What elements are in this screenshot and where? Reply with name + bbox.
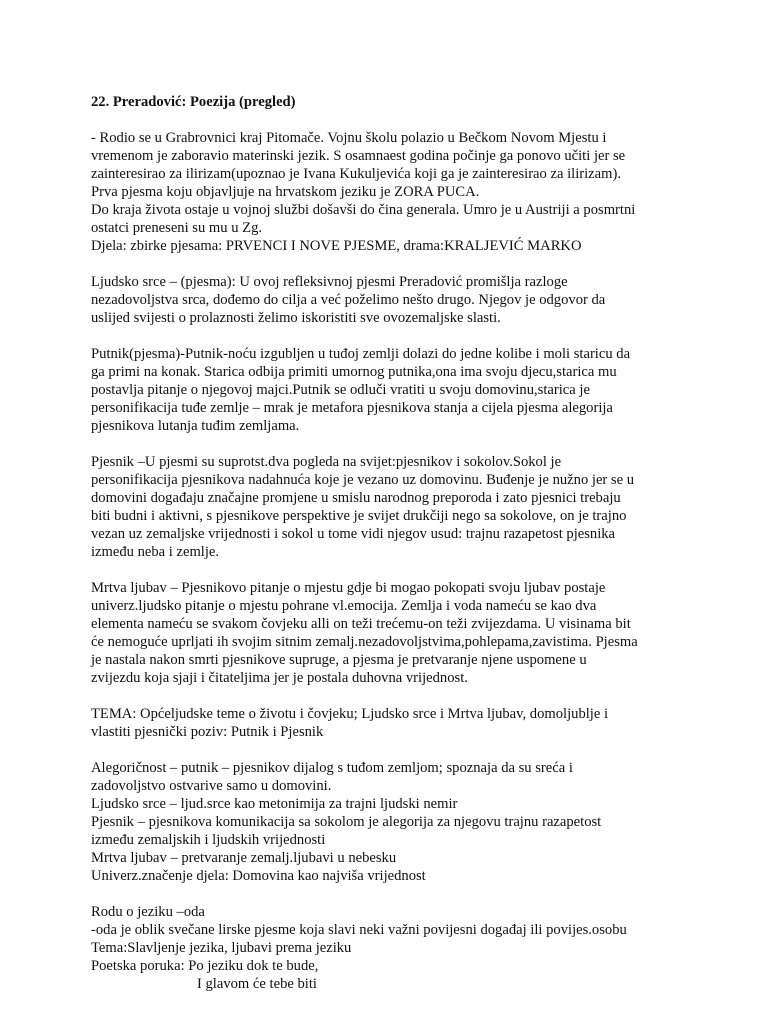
text-line: vremenom je zaboravio materinski jezik. S osamnaest godina počinje ga ponovo učiti jer se [91,148,626,164]
text-line: je nastala nakon smrti pjesnikove supruge, a pjesma je pretvaranje njene uspomene u [91,652,587,668]
section-title: 22. Preradović: Poezija (pregled) [91,94,296,110]
text-line: zainteresirao za ilirizam(upoznao je Ivana Kukuljevića koji ga je zainteresirao za ilirizam). [91,166,621,182]
text-line: Mrtva ljubav – Pjesnikovo pitanje o mjestu gdje bi mogao pokopati svoju ljubav postaje [91,580,606,596]
text-line: TEMA: Općeljudske teme o životu i čovjeku; Ljudsko srce i Mrtva ljubav, domoljublje i [91,706,609,722]
paragraph [91,453,698,561]
paragraph [91,579,698,687]
text-line: personifikacija pjesnikova nadahnuća koje je vezano uz domovinu. Buđenje je nužno jer se u [91,472,635,488]
text-line: između zemaljskih i ljudskih vrijednosti [91,832,326,848]
text-line: Tema:Slavljenje jezika, ljubavi prema jeziku [91,940,352,956]
text-line: I glavom će tebe biti [197,976,317,992]
paragraph [91,705,698,741]
text-line: postavlja pitanje o njegovoj majci.Putnik se odluči vratiti u svoju domovinu,starica je [91,382,590,398]
text-line: Alegoričnost – putnik – pjesnikov dijalog s tuđom zemljom; spoznaja da su sreća i [91,760,573,776]
text-line: Univerz.značenje djela: Domovina kao najviša vrijednost [91,868,426,884]
paragraph [91,345,698,435]
text-line: domovini događaju značajne promjene u smislu narodnog preporoda i zato pjesnici trebaju [91,490,621,506]
text-line: ostatci preneseni su mu u Zg. [91,220,263,236]
text-line: Rodu o jeziku –oda [91,904,205,920]
text-line: nezadovoljstva srca, dođemo do cilja a već poželimo nešto drugo. Njegov je odgovor da [91,292,606,308]
text-line: između neba i zemlje. [91,544,220,560]
document-body [91,129,698,993]
text-line: Putnik(pjesma)-Putnik-noću izgubljen u tuđoj zemlji dolazi do jedne kolibe i moli staricu da [91,346,631,362]
text-line: elementa nameću se svakom čovjeku alli on teži trećemu-on teži zvijezdama. U visinama bit [91,616,631,632]
text-line: personifikacija tuđe zemlje – mrak je metafora pjesnikova stanja a cijela pjesma alegorija [91,400,613,416]
text-line: - Rodio se u Grabrovnici kraj Pitomače. Vojnu školu polazio u Bečkom Novom Mjestu i [91,130,607,146]
text-line: Mrtva ljubav – pretvaranje zemalj.ljubavi u nebesku [91,850,397,866]
text-line: univerz.ljudsko pitanje o mjestu pohrane vl.emocija. Zemlja i voda nameću se kao dva [91,598,597,614]
text-line: vlastiti pjesnički poziv: Putnik i Pjesnik [91,724,324,740]
text-line: -oda je oblik svečane lirske pjesme koja slavi neki važni povijesni događaj ili povijes.osobu [91,922,627,938]
text-line: zvijezdu koja sjaji i čitateljima jer je postala duhovna vrijednost. [91,670,468,686]
text-line: ga primi na konak. Starica odbija primiti umornog putnika,ona ima svoju djecu,starica mu [91,364,617,380]
text-line: Do kraja života ostaje u vojnoj službi došavši do čina generala. Umro je u Austriji a posmrtni [91,202,636,218]
text-line: uslijed svijesti o prolaznosti želimo iskoristiti sve ovozemaljske slasti. [91,310,501,326]
text-line: Pjesnik – pjesnikova komunikacija sa sokolom je alegorija za njegovu trajnu razapetost [91,814,602,830]
text-line: biti budni i aktivni, s pjesnikove perspektive je svijet drukčiji nego sa sokolove, on je trajno [91,508,627,524]
text-line: Ljudsko srce – (pjesma): U ovoj refleksivnoj pjesmi Preradović promišlja razloge [91,274,568,290]
paragraph [91,129,698,255]
paragraph [91,903,698,993]
text-line: vezan uz zemaljske vrijednosti i sokol u tome vidi njegov usud: trajnu razapetost pjesnika [91,526,616,542]
paragraph [91,759,698,885]
text-line: pjesnikova lutanja tuđim zemljama. [91,418,300,434]
text-line: Poetska poruka: Po jeziku dok te bude, [91,958,319,974]
text-line: Djela: zbirke pjesama: PRVENCI I NOVE PJESME, drama:KRALJEVIĆ MARKO [91,238,582,254]
text-line: će nemoguće uprljati ih svojim sitnim zemalj.nezadovoljstvima,pohlepama,zavistima. Pjesma [91,634,638,650]
text-line: Ljudsko srce – ljud.srce kao metonimija za trajni ljudski nemir [91,796,458,812]
text-line: Pjesnik –U pjesmi su suprotst.dva pogleda na svijet:pjesnikov i sokolov.Sokol je [91,454,562,470]
text-line: zadovoljstvo ostvarive samo u domovini. [91,778,332,794]
paragraph [91,273,698,327]
text-line: Prva pjesma koju objavljuje na hrvatskom jeziku je ZORA PUCA. [91,184,480,200]
